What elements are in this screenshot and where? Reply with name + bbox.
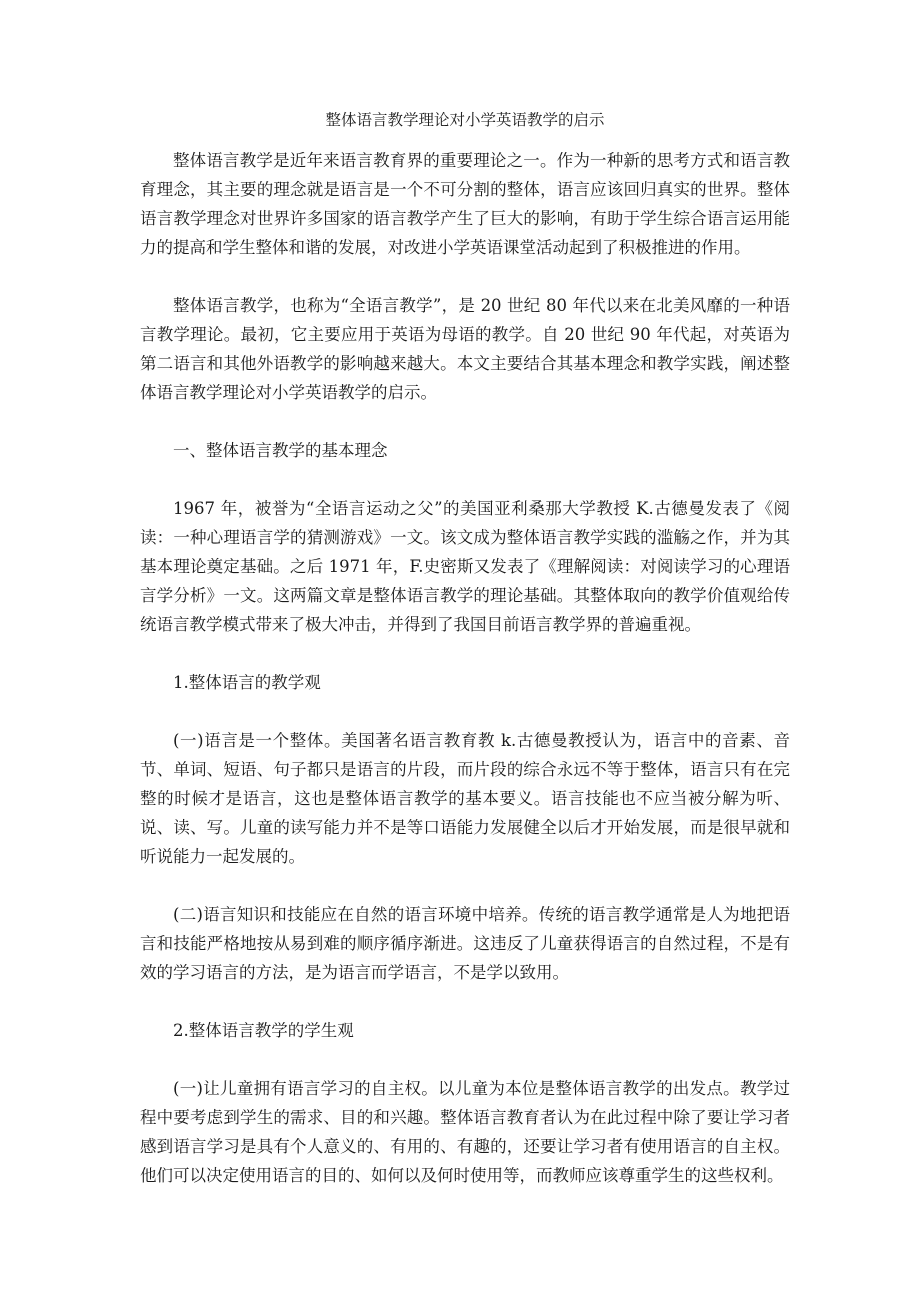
paragraph-background: 整体语言教学，也称为“全语言教学”，是 20 世纪 80 年代以来在北美风靡的一种语言教学理论。最初，它主要应用于英语为母语的教学。自 20 世纪 90 年代起，对英语为第二语言和其他外语教学的影响越来越大。本文主要结合其基本理念和教学实践，阐述整体语言教学理论对小学英语教学的启示。 [140, 296, 790, 402]
paragraph-student-autonomy: (一)让儿童拥有语言学习的自主权。以儿童为本位是整体语言教学的出发点。教学过程中要考虑到学生的需求、目的和兴趣。整体语言教育者认为在此过程中除了要让学习者感到语言学习是具有个人意义的、有用的、有趣的，还要让学习者有使用语言的自主权。他们可以决定使用语言的目的、如何以及何时使用等，而教师应该尊重学生的这些权利。 [140, 1079, 790, 1185]
paragraph-natural-environment: (二)语言知识和技能应在自然的语言环境中培养。传统的语言教学通常是人为地把语言和技能严格地按从易到难的顺序循序渐进。这违反了儿童获得语言的自然过程，不是有效的学习语言的方法，是为语言而学语言，不是学以致用。 [140, 905, 790, 982]
document-title: 整体语言教学理论对小学英语教学的启示 [325, 111, 605, 129]
paragraph-intro: 整体语言教学是近年来语言教育界的重要理论之一。作为一种新的思考方式和语言教育理念，其主要的理念就是语言是一个不可分割的整体，语言应该回归真实的世界。整体语言教学理念对世界许多国家的语言教学产生了巨大的影响，有助于学生综合语言运用能力的提高和学生整体和谐的发展，对改进小学英语课堂活动起到了积极推进的作用。 [140, 151, 790, 257]
subsection-heading-student-view: 2.整体语言教学的学生观 [173, 1021, 354, 1040]
subsection-heading-teaching-view: 1.整体语言的教学观 [173, 673, 321, 692]
paragraph-history: 1967 年，被誉为“全语言运动之父”的美国亚利桑那大学教授 K.古德曼发表了《阅读：一种心理语言学的猜测游戏》一文。该文成为整体语言教学实践的滥觞之作，并为其基本理论奠定基础。之后 1971 年，F.史密斯又发表了《理解阅读：对阅读学习的心理语言学分析》一文。这两篇文章是整体语言教学的理论基础。其整体取向的教学价值观给传统语言教学模式带来了极大冲击，并得到了我国目前语言教学界的普遍重视。 [140, 499, 790, 634]
document-page [140, 110, 790, 1219]
section-heading-basic-concepts: 一、整体语言教学的基本理念 [173, 441, 388, 460]
paragraph-language-whole: (一)语言是一个整体。美国著名语言教育教 k.古德曼教授认为，语言中的音素、音节、单词、短语、句子都只是语言的片段，而片段的综合永远不等于整体，语言只有在完整的时候才是语言，这也是整体语言教学的基本要义。语言技能也不应当被分解为听、说、读、写。儿童的读写能力并不是等口语能力发展健全以后才开始发展，而是很早就和听说能力一起发展的。 [140, 731, 790, 866]
